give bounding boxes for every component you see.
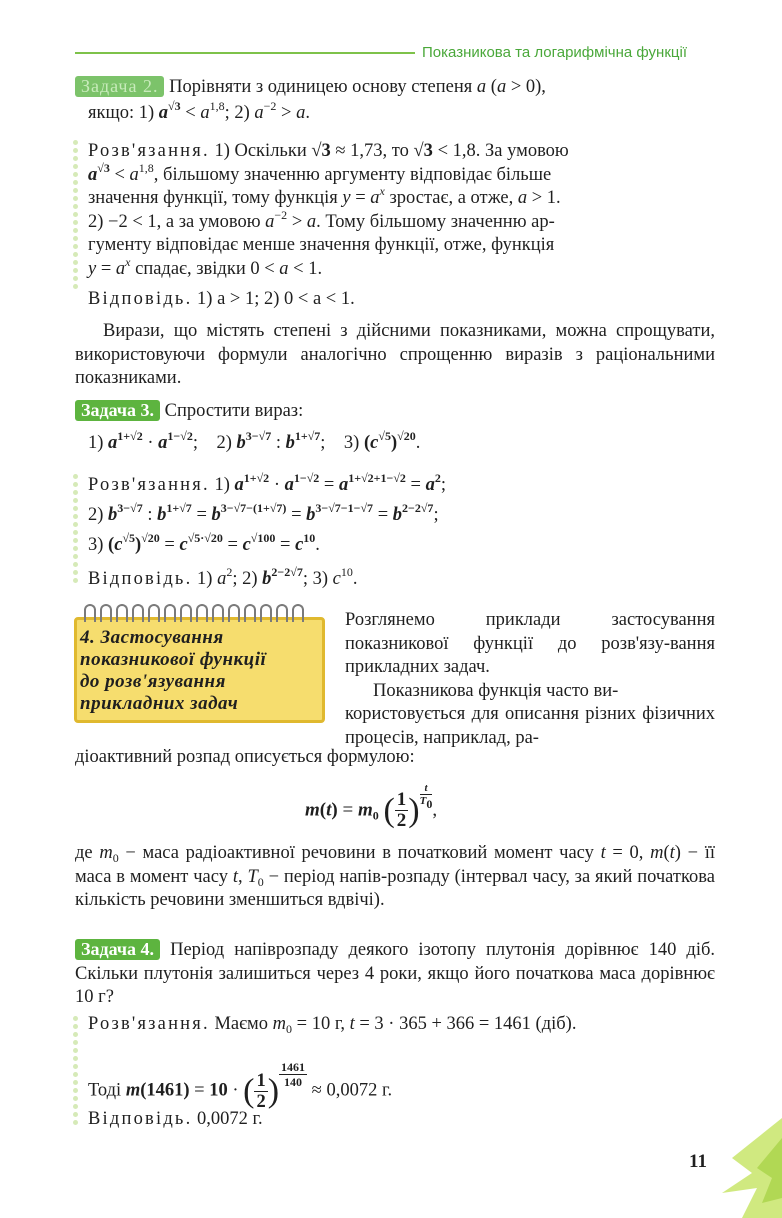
section4-text: Розглянемо приклади застосування показникової функції до розв'язу-вання прикладних задач. Показникова функція часто ви- користовується для описання різних фізичних процесів, наприклад, ра-: [345, 610, 715, 748]
task4-answer: Відповідь. 0,0072 г.: [88, 1109, 263, 1129]
page-number: 11: [689, 1151, 707, 1172]
decorative-leaf-icon: [712, 1118, 782, 1218]
task4-badge: Задача 4.: [75, 939, 160, 960]
decay-formula: $m(t) = m_0$ ( $\frac{1}{2}$ ) $^{\frac{t}{T_0}}$ ,: [305, 782, 438, 832]
header-rule: [75, 52, 415, 54]
task3-solution: Розв'язання. 1) $a^{1+√2} \cdot a^{1-√2} = a^{1+√2+1-√2} = a^2$; 2) $b^{3-√7}$ : $b^{1+√7} = b^{3-√7-(1+√7)} = b^{3-√7-1-√7} = b^{2-2√7}$; 3) $(c^{√5})^{√20} = c^{√5\cdot√20} = c^{√100} = c^{10}$.: [88, 471, 446, 555]
task4-calculation: Тоді m(1461) = 10 · ( $\frac{1}{2}$ ) $^{\frac{1461}{140}}$ ≈ 0,0072 г.: [88, 1060, 393, 1112]
task2-solution: Розв'язання. 1) Оскільки √3 ≈ 1,73, то √3 < 1,8. За умовою $a^{√3} < a^{1,8}$, більшому значенню аргументу відповідає більше значення функції, тому функція $y = a^x$ зростає, а отже, a > 1. 2) −2 < 1, а за умовою $a^{-2} > a$. Тому більшому значенню ар- гументу відповідає менше значення функції, отже, функція $y = a^x$ спадає, звідки 0 < a < 1.: [88, 141, 569, 279]
task3-answer: Відповідь. 1) $a^2$; 2) $b^{2-2√7}$; 3) $c^{10}$.: [88, 565, 358, 589]
running-header: Показникова та логарифмічна функції: [422, 44, 687, 61]
section4-text-cont: діоактивний розпад описується формулою:: [75, 747, 415, 767]
task2-badge: Задача 2.: [75, 76, 164, 97]
task2-answer: Відповідь. 1) a > 1; 2) 0 < a < 1.: [88, 289, 355, 309]
notebook-rings: [84, 604, 320, 624]
task3-statement: Задача 3. Спростити вираз:: [75, 400, 715, 424]
margin-dots-2: [73, 474, 78, 586]
task4-solution: Розв'язання. Маємо $m_0 = 10$ г, t = 3 · 365 + 366 = 1461 (діб).: [88, 1014, 577, 1036]
task2-statement-line2: якщо: 1) $a^{√3} < a^{1,8}$; 2) $a^{-2} > a$.: [88, 99, 310, 123]
task3-badge: Задача 3.: [75, 400, 160, 421]
section-title: 4. Застосування показникової функції до розв'язування прикладних задач: [80, 627, 267, 714]
formula-definition: де $m_0$ − маса радіоактивної речовини в початковий момент часу t = 0, m(t) − її маса в момент часу t, $T_0$ − період напів-розпаду (інтервал часу, за який початкова кількість речовини зменшиться вдвічі).: [75, 843, 716, 910]
task4-statement: Задача 4. Період напіврозпаду деякого ізотопу плутонія дорівнює 140 діб. Скільки плутонія залишиться через 4 роки, якщо його початкова маса дорівнює 10 г?: [75, 939, 715, 1007]
margin-dots-3: [73, 1016, 78, 1128]
task3-expressions: 1) $a^{1+√2} \cdot a^{1-√2}$; 2) $b^{3-√7}$ : $b^{1+√7}$; 3) $(c^{√5})^{√20}$.: [88, 429, 421, 453]
margin-dots: [73, 140, 78, 292]
intro-paragraph: Вирази, що містять степені з дійсними показниками, можна спрощувати, використовуючи формули аналогічно спрощенню виразів з раціональними показниками.: [75, 321, 715, 388]
task2-statement: Задача 2. Порівняти з одиницею основу степеня a (a > 0),: [75, 76, 715, 100]
